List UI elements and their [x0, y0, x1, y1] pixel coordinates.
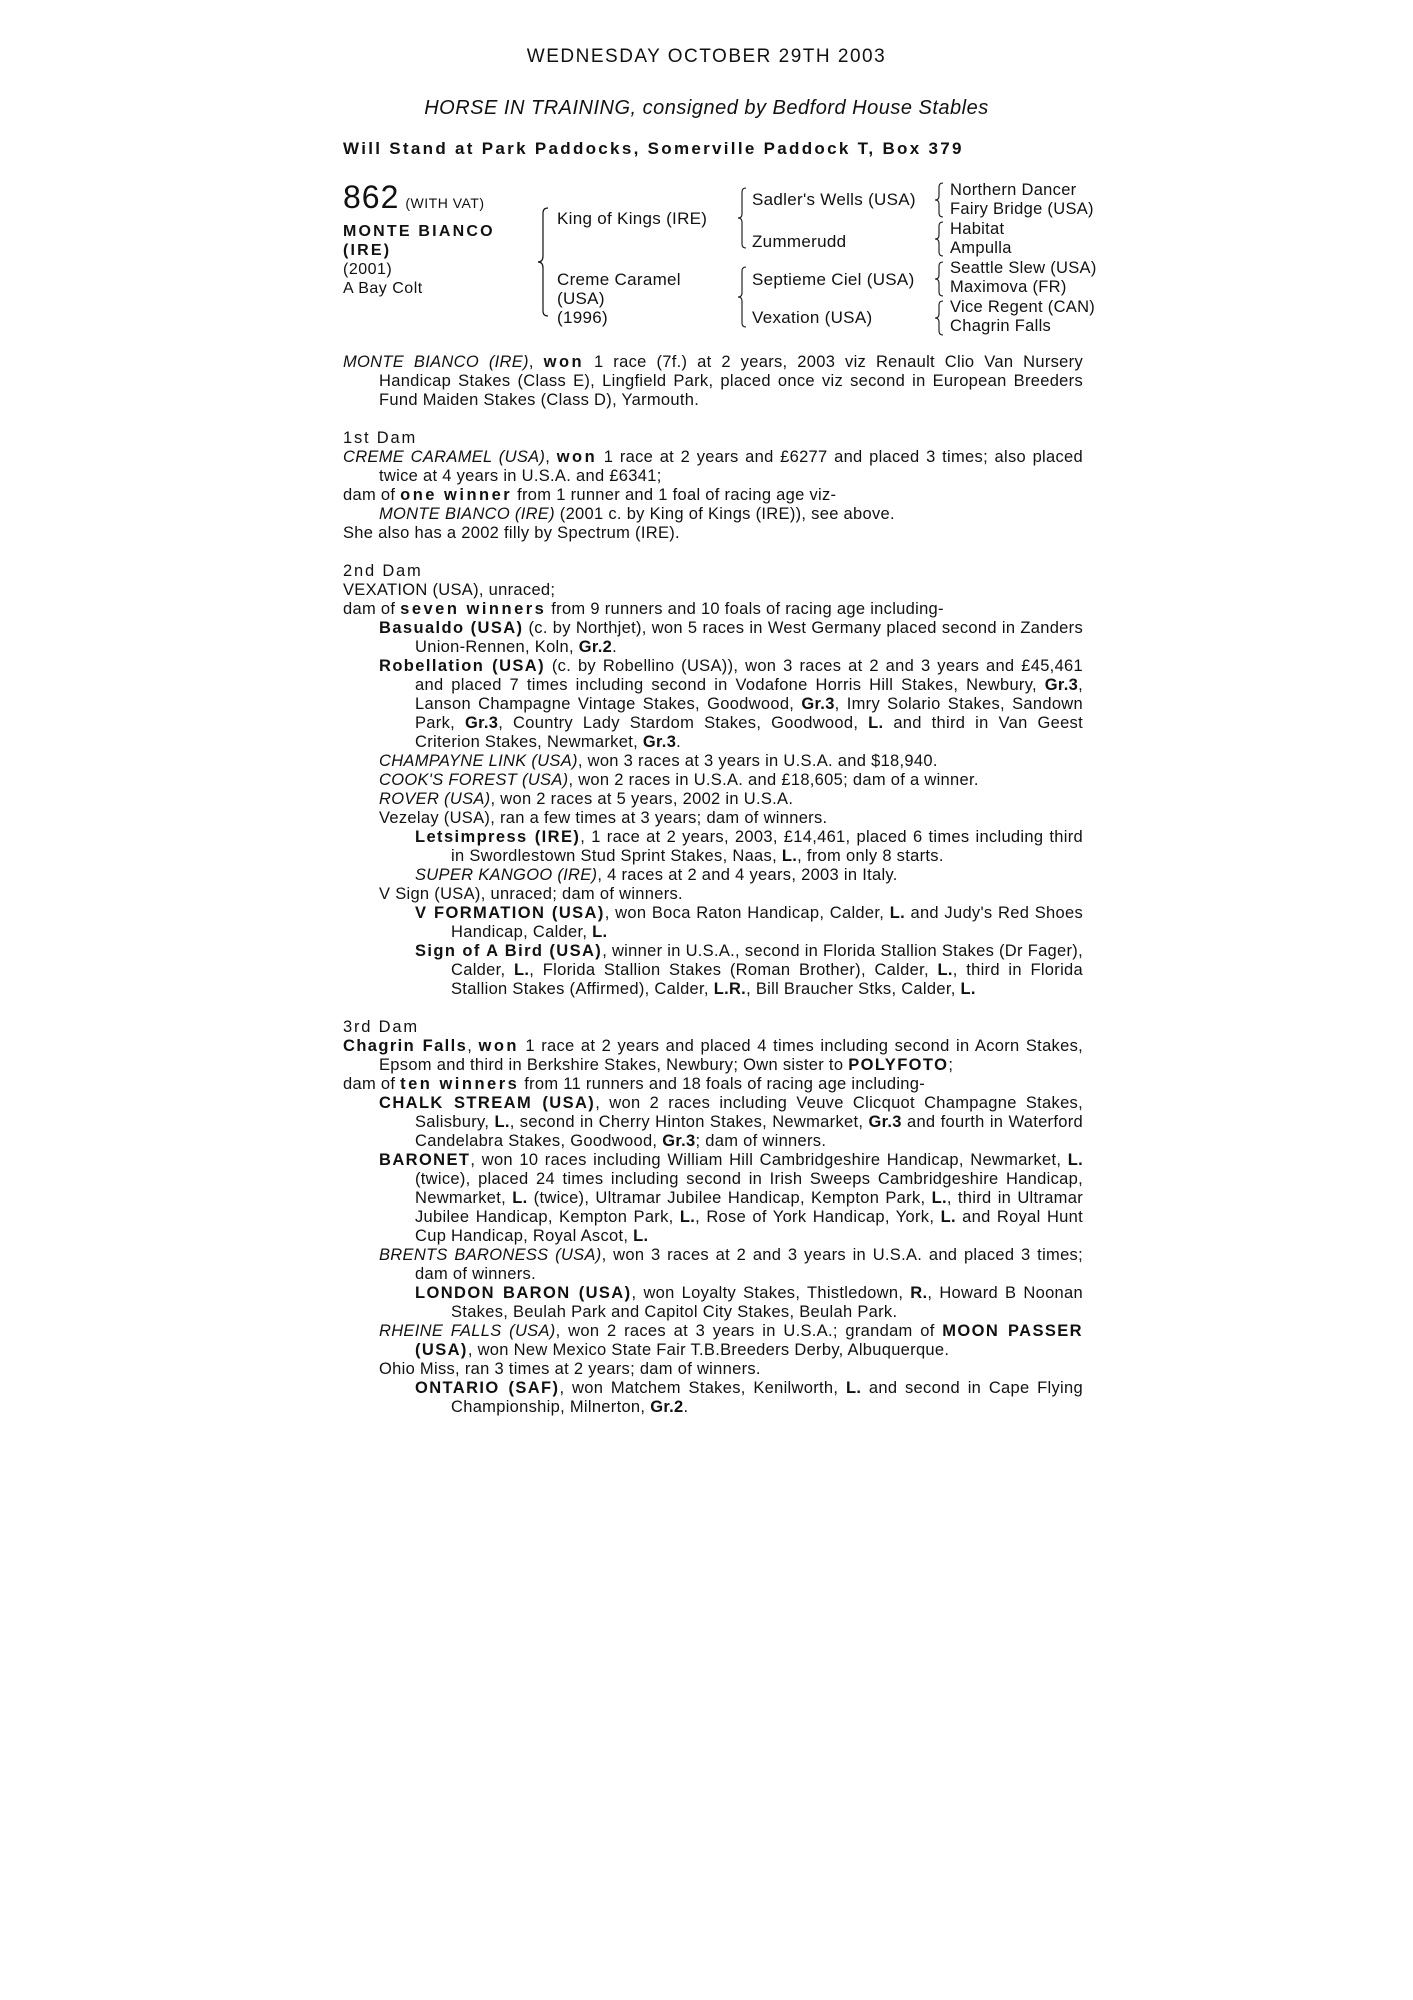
pedigree-brace-g4 — [934, 300, 944, 336]
third-dam-produce: dam of ten winners from 11 runners and 18 foals of racing age including- — [343, 1075, 926, 1093]
consignment-line: HORSE IN TRAINING, consigned by Bedford House Stables — [424, 97, 989, 119]
first-dam-record: CREME CARAMEL (USA), won 1 race at 2 years and £6277 and placed 3 times; also placed twice at 4 years in U.S.A. and £6341; — [343, 448, 1083, 485]
lot-number: 862 — [343, 179, 400, 215]
produce-item-v-formation: V FORMATION (USA), won Boca Raton Handicap, Calder, L. and Judy's Red Shoes Handicap, Calder, L. — [415, 904, 1083, 941]
produce-item-brents-baroness: BRENTS BARONESS (USA), won 3 races at 2 and 3 years in U.S.A. and placed 3 times; dam of winners. — [379, 1246, 1083, 1283]
first-dam-heading: 1st Dam — [343, 429, 418, 447]
produce-item-ohio-miss: Ohio Miss, ran 3 times at 2 years; dam of winners. — [379, 1360, 761, 1378]
horse-name — [343, 222, 495, 260]
second-dam-name: VEXATION (USA), unraced; — [343, 581, 556, 599]
produce-item-champayne-link: CHAMPAYNE LINK (USA), won 3 races at 3 years in U.S.A. and $18,940. — [379, 752, 938, 770]
produce-item-rheine-falls: RHEINE FALLS (USA), won 2 races at 3 years in U.S.A.; grandam of MOON PASSER (USA), won New Mexico State Fair T.B.Breeders Derby, Albuquerque. — [379, 1322, 1083, 1359]
pedigree-g3-8: Chagrin Falls — [950, 317, 1052, 335]
pedigree-g3-2: Fairy Bridge (USA) — [950, 200, 1094, 218]
pedigree-dam-line1: Creme Caramel — [557, 270, 681, 289]
pedigree-g3-5: Seattle Slew (USA) — [950, 259, 1097, 277]
pedigree-brace-g2 — [934, 221, 944, 257]
produce-item-chalk-stream: CHALK STREAM (USA), won 2 races including Veuve Clicquot Champagne Stakes, Salisbury, L., second in Cherry Hinton Stakes, Newmarket, Gr.3 and fourth in Waterford Candelabra Stakes, Goodwood, Gr.3; dam of winners. — [379, 1094, 1083, 1150]
horse-name-line1: MONTE BIANCO — [343, 223, 495, 240]
vat-note: (WITH VAT) — [405, 195, 485, 211]
second-dam-heading: 2nd Dam — [343, 562, 423, 580]
produce-item-letsimpress: Letsimpress (IRE), 1 race at 2 years, 2003, £14,461, placed 6 times including third in Swordlestown Stud Sprint Stakes, Naas, L., from only 8 starts. — [415, 828, 1083, 865]
produce-item-robellation: Robellation (USA) (c. by Robellino (USA)), won 3 races at 2 and 3 years and £45,461 and placed 7 times including second in Vodafone Horris Hill Stakes, Newbury, Gr.3, Lanson Champagne Vintage Stakes, Goodwood, Gr.3, Imry Solario Stakes, Sandown Park, Gr.3, Country Lady Stardom Stakes, Goodwood, L. and third in Van Geest Criterion Stakes, Newmarket, Gr.3. — [379, 657, 1084, 751]
foaling-year: (2001) — [343, 261, 393, 278]
pedigree-sire-dam: Zummerudd — [752, 232, 847, 251]
produce-item-baronet: BARONET, won 10 races including William Hill Cambridgeshire Handicap, Newmarket, L. (twice), placed 24 times including second in Irish Sweeps Cambridgeshire Handicap, Newmarket, L. (twice), Ultramar Jubilee Handicap, Kempton Park, L., third in Ultramar Jubilee Handicap, Kempton Park, L., Rose of York Handicap, York, L. and Royal Hunt Cup Handicap, Royal Ascot, L. — [379, 1151, 1083, 1245]
catalogue-body — [343, 353, 1083, 1417]
pedigree-brace-g3 — [934, 261, 944, 297]
horse-name-line2: (IRE) — [343, 242, 392, 259]
produce-item-basualdo: Basualdo (USA) (c. by Northjet), won 5 races in West Germany placed second in Zanders Union-Rennen, Koln, Gr.2. — [379, 619, 1083, 656]
pedigree-brace-g1 — [934, 182, 944, 218]
lot-number-line — [343, 180, 485, 220]
pedigree-g3-3: Habitat — [950, 220, 1005, 238]
produce-item-v-sign: V Sign (USA), unraced; dam of winners. — [379, 885, 683, 903]
pedigree-dam-line2: (USA) — [557, 289, 605, 308]
produce-item-sign-of-a-bird: Sign of A Bird (USA), winner in U.S.A., second in Florida Stallion Stakes (Dr Fager), Calder, L., Florida Stallion Stakes (Roman Brother), Calder, L., third in Florida Stallion Stakes (Affirmed), Calder, L.R., Bill Braucher Stks, Calder, L. — [415, 942, 1083, 998]
produce-item-super-kangoo: SUPER KANGOO (IRE), 4 races at 2 and 4 years, 2003 in Italy. — [415, 866, 898, 884]
produce-item-london-baron: LONDON BARON (USA), won Loyalty Stakes, Thistledown, R., Howard B Noonan Stakes, Beulah Park and Capitol City Stakes, Beulah Park. — [415, 1284, 1083, 1321]
produce-item-vezelay: Vezelay (USA), ran a few times at 3 years; dam of winners. — [379, 809, 828, 827]
produce-item-rover: ROVER (USA), won 2 races at 5 years, 2002 in U.S.A. — [379, 790, 794, 808]
pedigree-brace-large — [537, 207, 549, 317]
pedigree-g3-7: Vice Regent (CAN) — [950, 298, 1096, 316]
race-record-summary: MONTE BIANCO (IRE), won 1 race (7f.) at 2 years, 2003 viz Renault Clio Van Nursery Handicap Stakes (Class E), Lingfield Park, placed once viz second in European Breeders Fund Maiden Stakes (Class D), Yarmouth. — [343, 353, 1084, 409]
third-dam-heading: 3rd Dam — [343, 1018, 419, 1036]
pedigree-g3-1: Northern Dancer — [950, 181, 1077, 199]
sale-date: WEDNESDAY OCTOBER 29TH 2003 — [526, 46, 887, 67]
first-dam-produce-item: MONTE BIANCO (IRE) (2001 c. by King of Kings (IRE)), see above. — [379, 505, 895, 523]
second-dam-produce: dam of seven winners from 9 runners and 10 foals of racing age including- — [343, 600, 944, 618]
pedigree-g3-6: Maximova (FR) — [950, 278, 1067, 296]
produce-item-cooks-forest: COOK'S FOREST (USA), won 2 races in U.S.A. and £18,605; dam of a winner. — [379, 771, 979, 789]
pedigree-brace-sire — [737, 187, 747, 249]
first-dam-also: She also has a 2002 filly by Spectrum (IRE). — [343, 524, 680, 542]
pedigree-sire: King of Kings (IRE) — [557, 209, 708, 228]
pedigree-dam-dam: Vexation (USA) — [752, 308, 873, 327]
first-dam-produce: dam of one winner from 1 runner and 1 foal of racing age viz- — [343, 486, 837, 504]
pedigree-sire-sire: Sadler's Wells (USA) — [752, 190, 916, 209]
pedigree-dam-sire: Septieme Ciel (USA) — [752, 270, 915, 289]
third-dam-record: Chagrin Falls, won 1 race at 2 years and placed 4 times including second in Acorn Stakes, Epsom and third in Berkshire Stakes, Newbury; Own sister to POLYFOTO; — [343, 1037, 1084, 1074]
pedigree-dam-line3: (1996) — [557, 308, 608, 327]
pedigree-brace-dam — [737, 266, 747, 328]
pedigree-g3-4: Ampulla — [950, 239, 1012, 257]
horse-description: A Bay Colt — [343, 280, 423, 297]
produce-item-ontario: ONTARIO (SAF), won Matchem Stakes, Kenilworth, L. and second in Cape Flying Championship, Milnerton, Gr.2. — [415, 1379, 1083, 1416]
stand-location: Will Stand at Park Paddocks, Somerville Paddock T, Box 379 — [343, 139, 964, 158]
summary-horse-name: MONTE BIANCO (IRE) — [343, 353, 529, 371]
